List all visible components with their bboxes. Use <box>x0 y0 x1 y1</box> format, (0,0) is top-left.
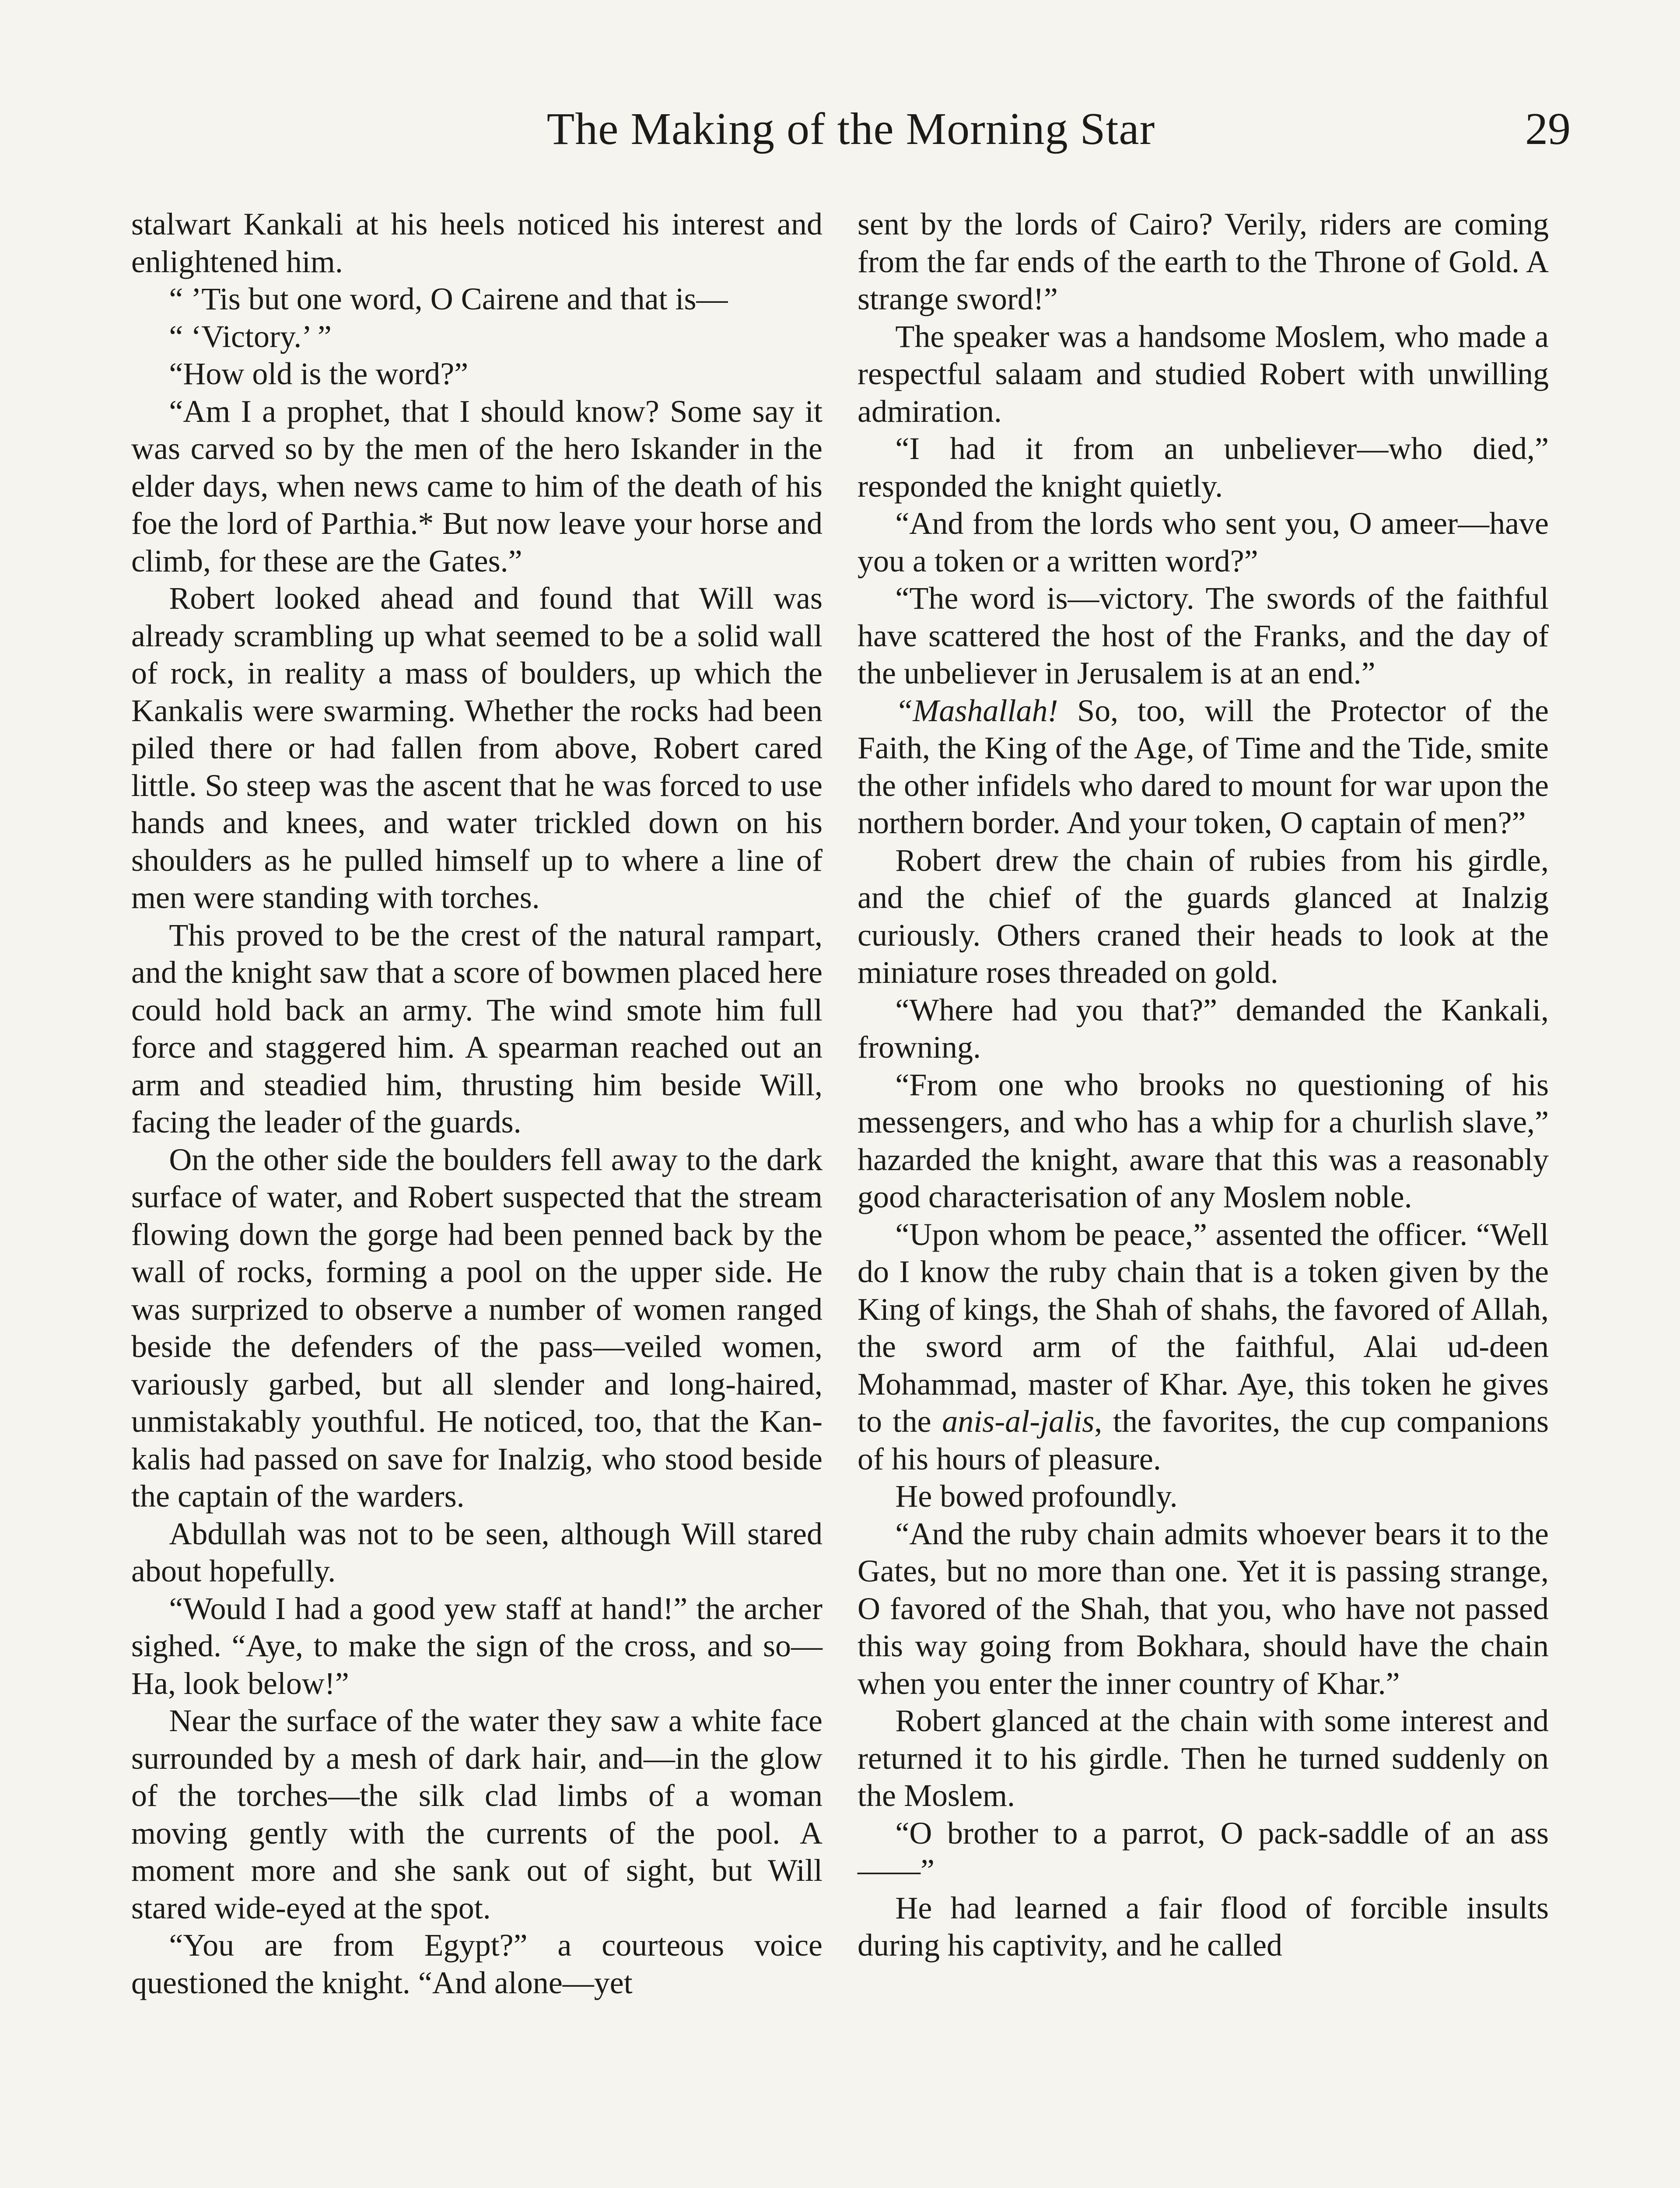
paragraph: “Where had you that?” demanded the Kankali, frowning. <box>858 992 1549 1065</box>
paragraph: “You are from Egypt?” a courteous voice questioned the knight. “And alone—yet <box>131 1928 822 2000</box>
paragraph-text: So, too, will the Protector of the Faith, the King of the Age, of Time and the Tide, smite the other infidels who dared to mount for war upon the northern border. And your token, O captain of men?” <box>858 693 1549 840</box>
paragraph: Abdullah was not to be seen, although Will stared about hopefully. <box>131 1516 822 1588</box>
paragraph: “O brother to a parrot, O pack-saddle of an ass——” <box>858 1815 1549 1888</box>
paragraph: “How old is the word?” <box>169 356 469 391</box>
paragraph: “Would I had a good yew staff at hand!” the archer sighed. “Aye, to make the sign of the cross, and so— Ha, look below!” <box>131 1591 822 1701</box>
running-title: The Making of the Morning Star <box>546 104 1155 154</box>
italic-term: anis-al-jalis <box>942 1404 1095 1439</box>
page-number: 29 <box>1525 104 1571 154</box>
paragraph: sent by the lords of Cairo? Verily, riders are coming from the far ends of the earth to the Throne of Gold. A strange sword!” <box>858 207 1549 316</box>
page-header <box>131 103 1571 177</box>
paragraph: stalwart Kankali at his heels noticed his interest and enlightened him. <box>131 207 822 279</box>
paragraph: “And from the lords who sent you, O ameer—have you a token or a written word?” <box>858 506 1549 579</box>
paragraph: He bowed profoundly. <box>895 1479 1178 1514</box>
paragraph <box>858 692 1549 842</box>
paragraph: On the other side the boulders fell away to the dark surface of water, and Robert suspected that the stream flowing down the gorge had been penned back by the wall of rocks, forming a pool on the upper side. He was surprized to observe a number of women ranged beside the defenders of the pass—veiled women, variously garbed, but all slender and long-haired, unmistakably youthful. He noticed, too, that the Kankalis had passed on save for Inalzig, who stood beside the captain of the warders. <box>131 1142 822 1514</box>
paragraph: “And the ruby chain admits whoever bears it to the Gates, but no more than one. Yet it is passing strange, O favored of the Shah, that you, who have not passed this way going from Bokhara, should have the chain when you enter the inner country of Khar.” <box>858 1516 1549 1701</box>
paragraph: “From one who brooks no questioning of his messengers, and who has a whip for a churlish slave,” hazarded the knight, aware that this was a reasonably good characterisation of any Moslem noble. <box>858 1067 1549 1214</box>
right-column <box>858 206 1549 1964</box>
paragraph: Robert drew the chain of rubies from his girdle, and the chief of the guards glanced at Inalzig curiously. Others craned their heads to look at the miniature roses threaded on gold. <box>858 842 1549 990</box>
paragraph: “I had it from an unbeliever—who died,” responded the knight quietly. <box>858 431 1549 504</box>
paragraph: “ ‘Victory.’ ” <box>169 319 332 354</box>
paragraph: “The word is—victory. The swords of the faithful have scattered the host of the Franks, and the day of the unbeliever in Jerusalem is at an end.” <box>858 581 1549 691</box>
paragraph-text: , the favorites, the cup companions of his hours of pleasure. <box>858 1404 1549 1476</box>
paragraph: This proved to be the crest of the natural rampart, and the knight saw that a score of bowmen placed here could hold back an army. The wind smote him full force and staggered him. A spearman reached out an arm and steadied him, thrusting him beside Will, facing the leader of the guards. <box>131 917 822 1140</box>
paragraph <box>858 1216 1549 1478</box>
paragraph: “Am I a prophet, that I should know? Some say it was carved so by the men of the hero Iskander in the elder days, when news came to him of the death of his foe the lord of Parthia.* But now leave your horse and climb, for these are the Gates.” <box>131 393 822 579</box>
left-column <box>131 206 822 2002</box>
paragraph: Robert looked ahead and found that Will was already scrambling up what seemed to be a solid wall of rock, in reality a mass of boulders, up which the Kankalis were swarming. Whether the rocks had been piled there or had fallen from above, Robert cared little. So steep was the ascent that he was forced to use hands and knees, and water trickled down on his shoulders as he pulled himself up to where a line of men were standing with torches. <box>131 581 822 915</box>
paragraph: “ ’Tis but one word, O Cairene and that is— <box>169 281 728 316</box>
paragraph: Robert glanced at the chain with some interest and returned it to his girdle. Then he turned suddenly on the Moslem. <box>858 1703 1549 1813</box>
italic-exclamation: “Mashallah! <box>895 693 1058 728</box>
paragraph: The speaker was a handsome Moslem, who made a respectful salaam and studied Robert with unwilling admiration. <box>858 319 1549 429</box>
paragraph: Near the surface of the water they saw a white face surrounded by a mesh of dark hair, and—in the glow of the torches—the silk clad limbs of a woman moving gently with the currents of the pool. A moment more and she sank out of sight, but Will stared wide-eyed at the spot. <box>131 1703 822 1925</box>
paragraph: He had learned a fair flood of forcible insults during his captivity, and he called <box>858 1890 1549 1963</box>
paragraph-text: “Upon whom be peace,” assented the officer. “Well do I know the ruby chain that is a token given by the King of kings, the Shah of shahs, the favored of Allah, the sword arm of the faithful, Alai ud-deen Mohammad, master of Khar. Aye, this token he gives to the <box>858 1217 1549 1439</box>
